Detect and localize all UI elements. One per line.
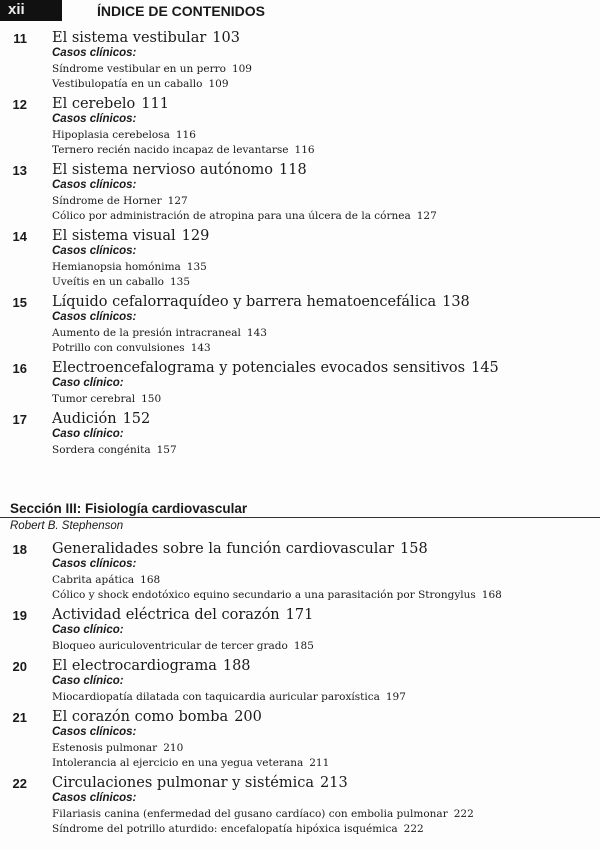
case-title: Potrillo con convulsiones (52, 342, 185, 354)
chapter-page: 171 (285, 607, 314, 623)
case-page: 185 (293, 640, 314, 652)
chapter-page: 158 (400, 541, 428, 557)
chapter-entry[interactable] (0, 293, 600, 311)
case-title: Hipoplasia cerebelosa (52, 129, 170, 141)
cases-label: Casos clínicos: (52, 47, 137, 59)
case-title: Sordera congénita (52, 444, 151, 456)
case-page: 135 (186, 261, 207, 273)
cases-label: Caso clínico: (52, 624, 124, 636)
toc-chapter (0, 540, 600, 603)
cases-label: Casos clínicos: (52, 113, 137, 125)
chapter-number: 14 (12, 229, 27, 244)
case-page: 127 (167, 195, 188, 207)
chapter-entry[interactable] (0, 708, 600, 726)
case-title: Aumento de la presión intracraneal (52, 327, 241, 339)
case-entry[interactable] (0, 822, 600, 837)
chapter-number: 13 (12, 163, 27, 178)
case-entry[interactable] (0, 639, 600, 654)
case-entry[interactable] (0, 194, 600, 209)
chapter-number: 22 (12, 776, 27, 791)
case-page: 222 (403, 823, 424, 835)
case-entry[interactable] (0, 443, 600, 458)
case-page: 210 (163, 742, 184, 754)
case-entry[interactable] (0, 341, 600, 356)
chapter-number: 15 (12, 295, 27, 310)
page-header (0, 0, 600, 22)
case-entry[interactable] (0, 690, 600, 705)
chapter-number: 18 (12, 542, 27, 557)
case-title: Uveítis en un caballo (52, 276, 164, 288)
case-page: 116 (294, 144, 315, 156)
case-title: Estenosis pulmonar (52, 742, 158, 754)
chapter-title: El sistema visual (52, 228, 176, 244)
case-page: 116 (175, 129, 196, 141)
case-entry[interactable] (0, 573, 600, 588)
case-title: Filariasis canina (enfermedad del gusano cardíaco) con embolia pulmonar (52, 808, 448, 820)
chapter-entry[interactable] (0, 227, 600, 245)
section-heading: Sección III: Fisiología cardiovascular (0, 500, 600, 518)
chapter-entry[interactable] (0, 161, 600, 179)
cases-label: Caso clínico: (52, 377, 124, 389)
case-title: Vestibulopatía en un caballo (52, 78, 203, 90)
toc-chapter (0, 774, 600, 837)
section-author: Robert B. Stephenson (10, 520, 124, 532)
chapter-entry[interactable] (0, 359, 600, 377)
toc-chapter (0, 161, 600, 224)
case-page: 222 (453, 808, 474, 820)
chapter-number: 19 (12, 608, 27, 623)
case-page: 168 (481, 589, 502, 601)
chapter-title: Audición (52, 411, 117, 427)
toc-chapter (0, 293, 600, 356)
chapter-entry[interactable] (0, 95, 600, 113)
cases-label: Casos clínicos: (52, 179, 137, 191)
case-entry[interactable] (0, 143, 600, 158)
toc-chapter (0, 359, 600, 407)
case-page: 197 (385, 691, 406, 703)
cases-label: Caso clínico: (52, 675, 124, 687)
chapter-number: 11 (13, 31, 27, 46)
chapter-number: 21 (12, 710, 27, 725)
case-page: 109 (231, 63, 252, 75)
chapter-title: Actividad eléctrica del corazón (52, 607, 280, 623)
case-title: Síndrome del potrillo aturdido: encefalopatía hipóxica isquémica (52, 823, 398, 835)
cases-label: Casos clínicos: (52, 558, 137, 570)
chapter-entry[interactable] (0, 29, 600, 47)
case-page: 157 (156, 444, 177, 456)
chapter-page: 213 (320, 775, 348, 791)
chapter-entry[interactable] (0, 657, 600, 675)
chapter-entry[interactable] (0, 410, 600, 428)
chapter-entry[interactable] (0, 774, 600, 792)
chapter-page: 200 (234, 709, 262, 725)
case-title: Tumor cerebral (52, 393, 136, 405)
case-entry[interactable] (0, 209, 600, 224)
case-page: 135 (170, 276, 191, 288)
cases-label: Caso clínico: (52, 428, 124, 440)
chapter-title: Líquido cefalorraquídeo y barrera hematoencefálica (52, 294, 437, 310)
chapter-number: 20 (12, 659, 27, 674)
chapter-list-section-2 (0, 29, 600, 461)
chapter-title: El cerebelo (52, 96, 136, 112)
toc-chapter (0, 410, 600, 458)
chapter-title: Generalidades sobre la función cardiovascular (52, 541, 395, 557)
chapter-title: El corazón como bomba (52, 709, 229, 725)
chapter-entry[interactable] (0, 540, 600, 558)
chapter-page: 188 (222, 658, 251, 674)
toc-chapter (0, 606, 600, 654)
chapter-page: 118 (279, 162, 307, 178)
cases-label: Casos clínicos: (52, 792, 137, 804)
case-page: 127 (416, 210, 437, 222)
case-entry[interactable] (0, 756, 600, 771)
case-entry[interactable] (0, 77, 600, 92)
case-title: Intolerancia al ejercicio en una yegua veterana (52, 757, 304, 769)
page-folio: xii (0, 0, 62, 21)
case-title: Ternero recién nacido incapaz de levantarse (52, 144, 289, 156)
chapter-page: 138 (442, 294, 470, 310)
chapter-title: Circulaciones pulmonar y sistémica (52, 775, 315, 791)
chapter-title: El electrocardiograma (52, 658, 217, 674)
case-title: Bloqueo auriculoventricular de tercer grado (52, 640, 288, 652)
case-title: Cólico por administración de atropina para una úlcera de la córnea (52, 210, 411, 222)
cases-label: Casos clínicos: (52, 726, 137, 738)
case-title: Cólico y shock endotóxico equino secundario a una parasitación por Strongylus (52, 589, 476, 601)
case-page: 211 (309, 757, 330, 769)
case-entry[interactable] (0, 260, 600, 275)
toc-chapter (0, 95, 600, 158)
case-page: 143 (190, 342, 211, 354)
case-entry[interactable] (0, 275, 600, 290)
case-page: 168 (140, 574, 161, 586)
cases-label: Casos clínicos: (52, 311, 137, 323)
toc-chapter (0, 657, 600, 705)
case-entry[interactable] (0, 128, 600, 143)
running-title: ÍNDICE DE CONTENIDOS (97, 3, 266, 19)
case-entry[interactable] (0, 62, 600, 77)
chapter-page: 129 (181, 228, 210, 244)
case-title: Cabrita apática (52, 574, 135, 586)
chapter-page: 111 (141, 96, 169, 112)
case-page: 143 (246, 327, 267, 339)
case-entry[interactable] (0, 741, 600, 756)
chapter-page: 145 (471, 360, 499, 376)
chapter-number: 12 (12, 97, 27, 112)
chapter-number: 16 (12, 361, 27, 376)
case-page: 109 (208, 78, 229, 90)
toc-chapter (0, 29, 600, 92)
case-title: Miocardiopatía dilatada con taquicardia auricular paroxística (52, 691, 380, 703)
chapter-title: Electroencefalograma y potenciales evocados sensitivos (52, 360, 466, 376)
chapter-page: 103 (212, 30, 240, 46)
case-title: Síndrome vestibular en un perro (52, 63, 226, 75)
chapter-title: El sistema vestibular (52, 30, 207, 46)
chapter-entry[interactable] (0, 606, 600, 624)
case-entry[interactable] (0, 588, 600, 603)
case-title: Hemianopsia homónima (52, 261, 181, 273)
case-page: 150 (141, 393, 162, 405)
case-entry[interactable] (0, 392, 600, 407)
chapter-page: 152 (122, 411, 151, 427)
toc-chapter (0, 227, 600, 290)
case-entry[interactable] (0, 807, 600, 822)
cases-label: Casos clínicos: (52, 245, 137, 257)
case-title: Síndrome de Horner (52, 195, 162, 207)
case-entry[interactable] (0, 326, 600, 341)
toc-chapter (0, 708, 600, 771)
chapter-list-section-3 (0, 540, 600, 840)
chapter-title: El sistema nervioso autónomo (52, 162, 274, 178)
chapter-number: 17 (12, 412, 27, 427)
